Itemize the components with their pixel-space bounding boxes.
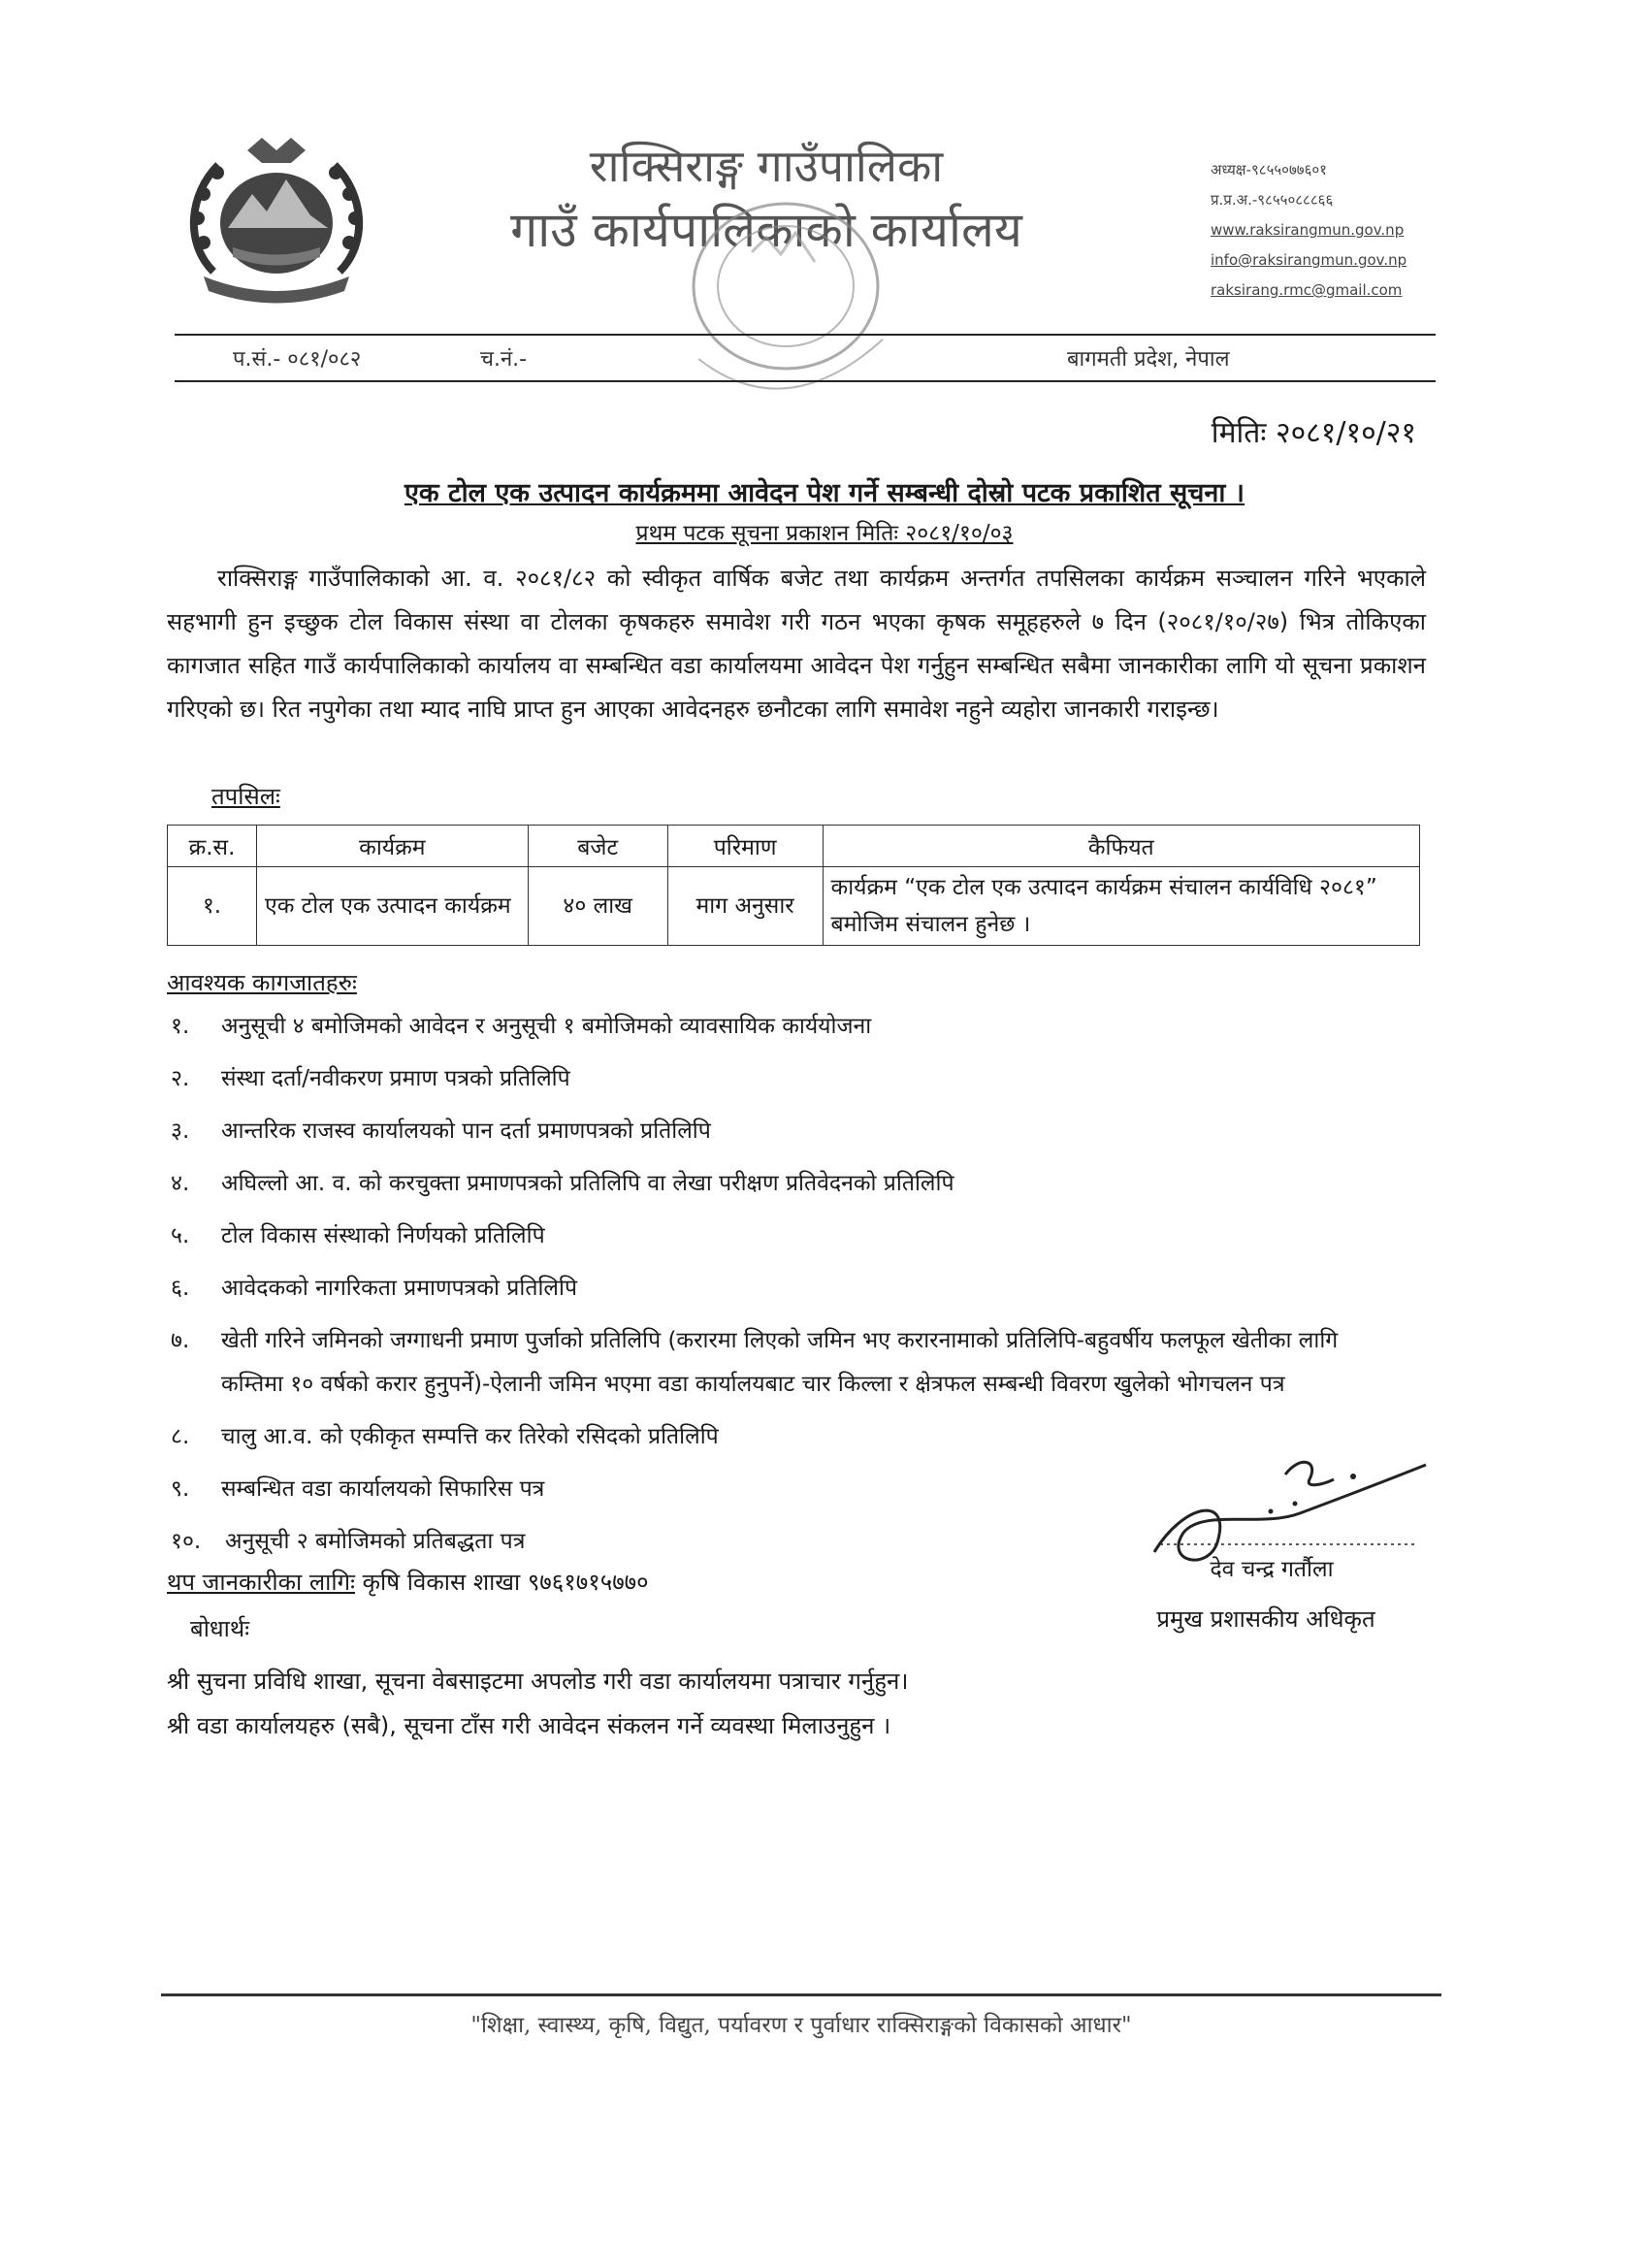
notice-subtitle: प्रथम पटक सूचना प्रकाशन मितिः २०८१/१०/०३ bbox=[635, 521, 1014, 546]
notice-date: मितिः २०८१/१०/२१ bbox=[1211, 416, 1416, 450]
column-header: बजेट bbox=[528, 826, 667, 867]
remarks-cell: कार्यक्रम “एक टोल एक उत्पादन कार्यक्रम संचालन कार्यविधि २०८१” बमोजिम संचालन हुनेछ । bbox=[823, 867, 1419, 946]
website-link[interactable]: www.raksirangmun.gov.np bbox=[1211, 221, 1405, 239]
column-header: कैफियत bbox=[823, 826, 1419, 867]
program-cell: एक टोल एक उत्पादन कार्यक्रम bbox=[256, 867, 528, 946]
list-item: ९. सम्बन्धित वडा कार्यालयको सिफारिस पत्र bbox=[171, 1476, 545, 1502]
list-item: ४. अघिल्लो आ. व. को करचुक्ता प्रमाणपत्रको प्रतिलिपि वा लेखा परीक्षण प्रतिवेदनको प्रतिलिपि bbox=[171, 1171, 954, 1196]
dispatch-number: च.नं.- bbox=[480, 347, 528, 372]
column-header: परिमाण bbox=[667, 826, 823, 867]
reference-number: प.सं.- ०८१/०८२ bbox=[233, 347, 362, 372]
quantity-cell: माग अनुसार bbox=[667, 867, 823, 946]
list-item: १. अनुसूची ४ बमोजिमको आवेदन र अनुसूची १ बमोजिमको व्यावसायिक कार्ययोजना bbox=[171, 1014, 872, 1039]
more-info-label: थप जानकारीका लागिः bbox=[167, 1569, 355, 1596]
list-item: ५. टोल विकास संस्थाको निर्णयको प्रतिलिपि bbox=[171, 1223, 545, 1248]
reference-line bbox=[233, 343, 1397, 378]
footer-motto: "शिक्षा, स्वास्थ्य, कृषि, विद्युत, पर्यावरण र पुर्वाधार राक्सिराङ्गको विकासको आधार" bbox=[470, 2013, 1132, 2038]
nepal-emblem-icon bbox=[175, 126, 378, 310]
list-item: ६. आवेदकको नागरिकता प्रमाणपत्रको प्रतिलिपि bbox=[171, 1276, 578, 1301]
list-item: ७. खेती गरिने जमिनको जग्गाधनी प्रमाण पुर्जाको प्रतिलिपि (करारमा लिएको जमिन भए करारनामाको प्रतिलिपि-बहुवर्षीय फलफूल खेतीका लागि कम्तिमा १० वर्षको करार हुनुपर्ने)-ऐलानी जमिन भएमा वडा कार्यालयबाट चार किल्ला र क्षेत्रफल सम्बन्धी विवरण खुलेको भोगचलन पत्र bbox=[171, 1328, 1339, 1397]
budget-cell: ४० लाख bbox=[528, 867, 667, 946]
list-item: २. संस्था दर्ता/नवीकरण प्रमाण पत्रको प्रतिलिपि bbox=[171, 1066, 570, 1091]
column-header: कार्यक्रम bbox=[256, 826, 528, 867]
header-rule-bottom bbox=[175, 380, 1436, 382]
more-info-value: कृषि विकास शाखा ९७६१७१५७७० bbox=[362, 1569, 649, 1596]
cc-item: श्री सुचना प्रविधि शाखा, सूचना वेबसाइटमा अपलोड गरी वडा कार्यालयमा पत्राचार गर्नुहुन। bbox=[167, 1668, 909, 1695]
more-info-line bbox=[167, 1566, 649, 1598]
cc-item: श्री वडा कार्यालयहरु (सबै), सूचना टाँस गरी आवेदन संकलन गर्ने व्यवस्था मिलाउनुहुन । bbox=[167, 1712, 891, 1739]
notice-body: राक्सिराङ्ग गाउँपालिकाको आ. व. २०८१/८२ को स्वीकृत वार्षिक बजेट तथा कार्यक्रम अन्तर्गत तपसिलका कार्यक्रम सञ्चालन गरिने भएकाले सहभागी हुन इच्छुक टोल विकास संस्था वा टोलका कृषकहरु समावेश गरी गठन भएका कृषक समूहहरुले ७ दिन (२०८१/१०/२७) भित्र तोकिएका कागजात सहित गाउँ कार्यपालिकाको कार्यालय वा सम्बन्धित वडा कार्यालयमा आवेदन पेश गर्नुहुन सम्बन्धित सबैमा जानकारीका लागि यो सूचना प्रकाशन गरिएको छ। रित नपुगेका तथा म्याद नाघि प्राप्त हुन आएका आवेदनहरु छनौटका लागि समावेश नहुने व्यहोरा जानकारी गराइन्छ। bbox=[167, 565, 1426, 723]
details-heading: तपसिलः bbox=[211, 783, 280, 810]
signatory-title: प्रमुख प्रशासकीय अधिकृत bbox=[1156, 1605, 1375, 1633]
required-docs-heading: आवश्यक कागजातहरुः bbox=[167, 969, 357, 996]
cao-phone: प्र.प्र.अ.-९८५५०८८८६६ bbox=[1211, 191, 1334, 209]
list-item: ३. आन्तरिक राजस्व कार्यालयको पान दर्ता प्रमाणपत्रको प्रतिलिपि bbox=[171, 1118, 711, 1144]
table-row bbox=[168, 867, 1420, 946]
footer-rule bbox=[161, 1993, 1441, 1996]
serial-cell: १. bbox=[168, 867, 257, 946]
list-item: ८. चालु आ.व. को एकीकृत सम्पत्ति कर तिरेको रसिदको प्रतिलिपि bbox=[171, 1424, 719, 1449]
contact-block bbox=[1211, 155, 1443, 306]
list-item: १०. अनुसूची २ बमोजिमको प्रतिबद्धता पत्र bbox=[171, 1529, 526, 1554]
email-link-gmail[interactable]: raksirang.rmc@gmail.com bbox=[1211, 281, 1403, 299]
email-link-info[interactable]: info@raksirangmun.gov.np bbox=[1211, 251, 1407, 269]
bodharth-label: बोधार्थः bbox=[190, 1615, 250, 1642]
cc-list bbox=[167, 1659, 908, 1748]
program-table bbox=[167, 825, 1420, 946]
notice-title: एक टोल एक उत्पादन कार्यक्रममा आवेदन पेश गर्ने सम्बन्धी दोस्रो पटक प्रकाशित सूचना । bbox=[404, 478, 1245, 508]
signatory-name: देव चन्द्र गर्तौला bbox=[1210, 1557, 1334, 1582]
office-stamp bbox=[660, 194, 922, 417]
municipality-name: राक्सिराङ्ग गाउँपालिका bbox=[589, 140, 944, 192]
province-label: बागमती प्रदेश, नेपाल bbox=[1067, 347, 1230, 372]
chairperson-phone: अध्यक्ष-९८५५०७७६०१ bbox=[1211, 161, 1327, 178]
header-rule-top bbox=[175, 334, 1436, 336]
office-title: गाउँ कार्यपालिकाको कार्यालय bbox=[510, 202, 1022, 258]
table-header-row bbox=[168, 826, 1420, 867]
column-header: क्र.स. bbox=[168, 826, 257, 867]
